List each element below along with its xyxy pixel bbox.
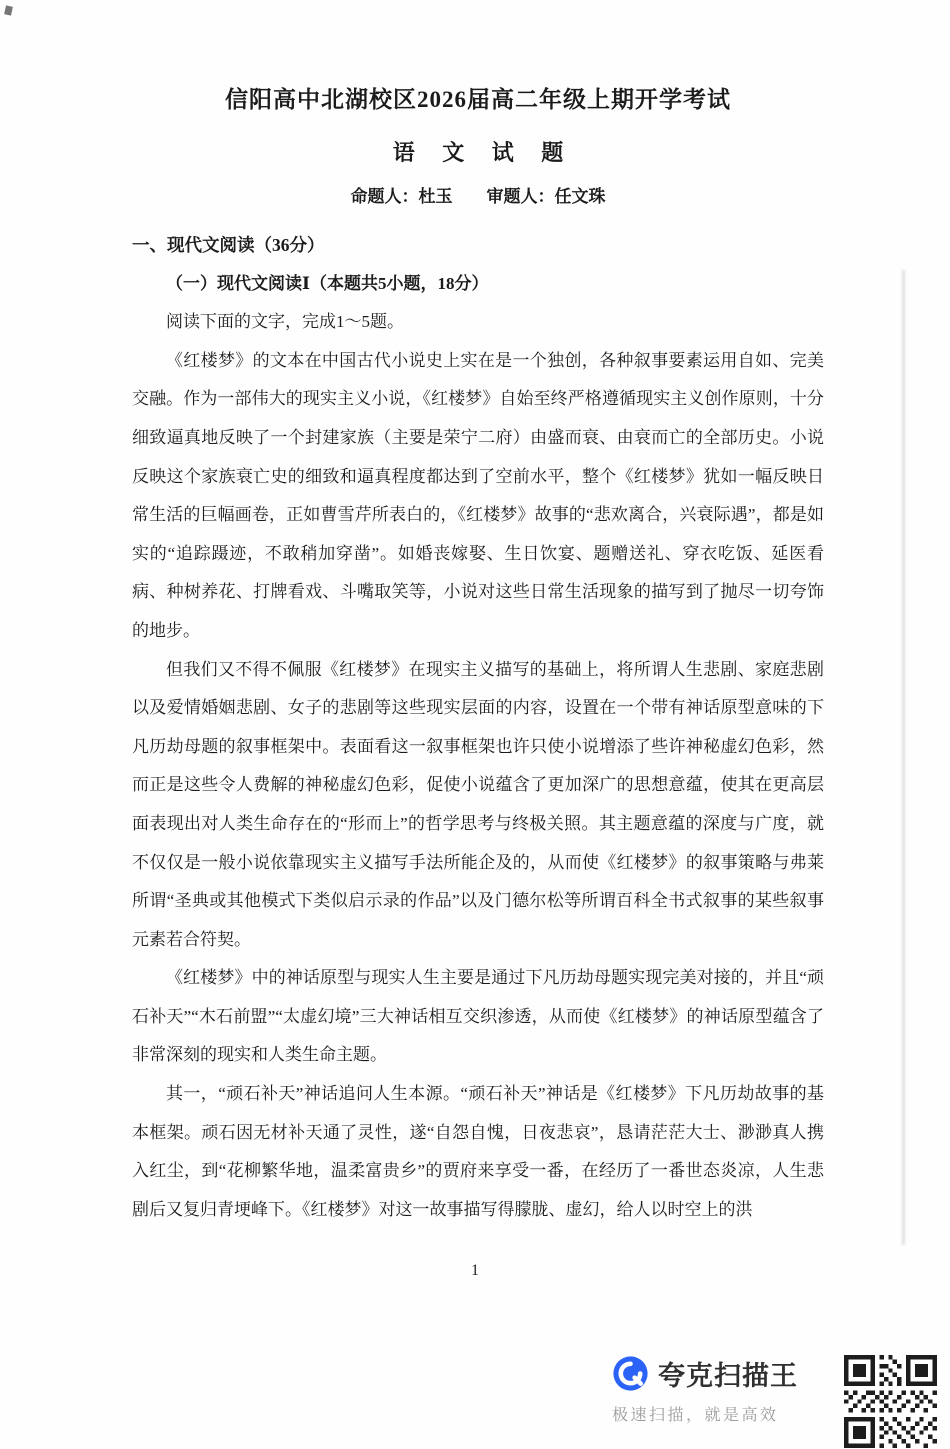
scanner-brand-name: 夸克扫描王 xyxy=(658,1361,798,1391)
paragraph-2: 但我们又不得不佩服《红楼梦》在现实主义描写的基础上，将所谓人生悲剧、家庭悲剧以及爱情婚姻悲剧、女子的悲剧等这些现实层面的内容，设置在一个带有神话原型意味的下凡历劫母题的叙事框架中。表面看这一叙事框架也许只使小说增添了些许神秘虚幻色彩，然而正是这些令人费解的神秘虚幻色彩，促使小说蕴含了更加深广的思想意蕴，使其在更高层面表现出对人类生命存在的“形而上”的哲学思考与终极关照。其主题意蕴的深度与广度，就不仅仅是一般小说依靠现实主义描写手法所能企及的，从而使《红楼梦》的叙事策略与弗莱所谓“圣典或其他模式下类似启示录的作品”以及门德尔松等所谓百科全书式叙事的某些叙事元素若合符契。 xyxy=(132,659,824,949)
subsection-heading: （一）现代文阅读Ⅰ（本题共5小题，18分） xyxy=(166,273,489,293)
exam-authors-line xyxy=(132,186,824,208)
exam-subject-title: 语 文 试 题 xyxy=(392,140,575,165)
exam-title: 信阳高中北湖校区2026届高二年级上期开学考试 xyxy=(225,87,731,112)
paragraph-4: 其一，“顽石补天”神话追问人生本源。“顽石补天”神话是《红楼梦》下凡历劫故事的基本框架。顽石因无材补天通了灵性，遂“自怨自愧，日夜悲哀”，恳请茫茫大士、渺渺真人携入红尘，到“花柳繁华地，温柔富贵乡”的贾府来享受一番，在经历了一番世态炎凉，人生悲剧后又复归青埂峰下。《红楼梦》对这一故事描写得朦胧、虚幻，给人以时空上的洪 xyxy=(132,1084,824,1219)
scanner-slogan: 极速扫描，就是高效 xyxy=(612,1407,779,1424)
exam-reviewer: 审题人：任文珠 xyxy=(486,187,606,206)
quark-scan-logo-icon xyxy=(612,1355,649,1392)
page-number: 1 xyxy=(471,1262,479,1279)
exam-setter: 命题人：杜玉 xyxy=(350,187,453,206)
qr-code xyxy=(844,1355,937,1448)
paragraph-1: 《红楼梦》的文本在中国古代小说史上实在是一个独创，各种叙事要素运用自如、完美交融。作为一部伟大的现实主义小说，《红楼梦》自始至终严格遵循现实主义创作原则，十分细致逼真地反映了一个封建家族（主要是荣宁二府）由盛而衰、由衰而亡的全部历史。小说反映这个家族衰亡史的细致和逼真程度都达到了空前水平，整个《红楼梦》犹如一幅反映日常生活的巨幅画卷，正如曹雪芹所表白的，《红楼梦》故事的“悲欢离合，兴衰际遇”，都是如实的“追踪蹑迹，不敢稍加穿凿”。如婚丧嫁娶、生日饮宴、题赠送礼、穿衣吃饭、延医看病、种树养花、打牌看戏、斗嘴取笑等，小说对这些日常生活现象的描写到了抛尽一切夸饰的地步。 xyxy=(132,350,824,640)
reading-instruction: 阅读下面的文字，完成1～5题。 xyxy=(166,312,404,332)
paragraph-3: 《红楼梦》中的神话原型与现实人生主要是通过下凡历劫母题实现完美对接的，并且“顽石补天”“木石前盟”“太虚幻境”三大神话相互交织渗透，从而使《红楼梦》的神话原型蕴含了非常深刻的现实和人类生命主题。 xyxy=(132,968,824,1065)
exam-body xyxy=(132,226,824,1229)
scanner-watermark xyxy=(612,1354,798,1425)
section-heading: 一、现代文阅读（36分） xyxy=(132,235,325,255)
scanner-brand-row xyxy=(612,1354,798,1393)
